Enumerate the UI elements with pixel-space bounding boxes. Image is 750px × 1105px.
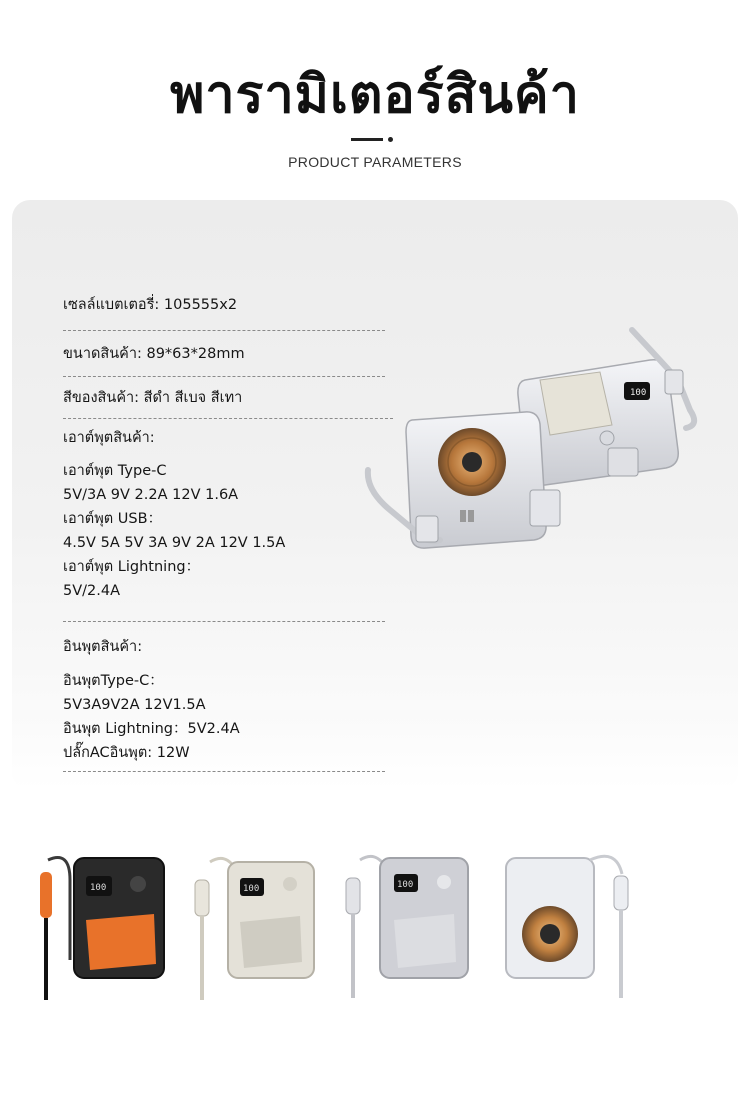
input-heading: อินพุตสินค้า:	[63, 639, 143, 655]
input-typec-value: 5V3A9V2A 12V1.5A	[63, 697, 206, 713]
spec-cells: เซลล์แบตเตอรี่: 105555x2	[63, 297, 238, 313]
spec-size: ขนาดสินค้า: 89*63*28mm	[63, 346, 245, 362]
divider	[63, 376, 385, 377]
svg-text:100: 100	[243, 884, 260, 894]
svg-text:100: 100	[90, 883, 107, 893]
input-lightning: อินพุต Lightning：5V2.4A	[63, 721, 240, 737]
variant-beige	[195, 858, 314, 1000]
variant-white-back	[506, 856, 628, 998]
front-power-bank	[368, 412, 560, 548]
svg-text:100: 100	[397, 880, 414, 890]
page-subtitle: PRODUCT PARAMETERS	[288, 154, 462, 170]
output-usb-value: 4.5V 5A 5V 3A 9V 2A 12V 1.5A	[63, 535, 286, 551]
output-lightning-value: 5V/2.4A	[63, 583, 121, 599]
output-typec-label: เอาต์พุต Type-C	[63, 463, 167, 479]
color-variants-image	[30, 840, 650, 1010]
divider	[63, 330, 385, 331]
divider	[63, 418, 393, 419]
title-rule	[351, 138, 383, 141]
spec-colors: สีของสินค้า: สีดำ สีเบจ สีเทา	[63, 390, 243, 406]
page-title: พารามิเตอร์สินค้า	[170, 65, 580, 125]
divider	[63, 621, 385, 622]
variant-gray	[346, 856, 468, 998]
title-dot	[388, 137, 393, 142]
input-typec-label: อินพุตType-C：	[63, 673, 164, 689]
divider	[63, 771, 385, 772]
back-power-bank	[518, 330, 694, 485]
variant-black	[40, 858, 164, 1001]
product-hero-image	[360, 320, 710, 560]
svg-text:100: 100	[630, 388, 647, 398]
output-typec-value: 5V/3A 9V 2.2A 12V 1.6A	[63, 487, 239, 503]
output-lightning-label: เอาต์พุต Lightning：	[63, 559, 201, 575]
output-heading: เอาต์พุตสินค้า:	[63, 430, 155, 446]
input-ac: ปลั๊กACอินพุต: 12W	[63, 745, 190, 761]
output-usb-label: เอาต์พุต USB：	[63, 511, 163, 527]
